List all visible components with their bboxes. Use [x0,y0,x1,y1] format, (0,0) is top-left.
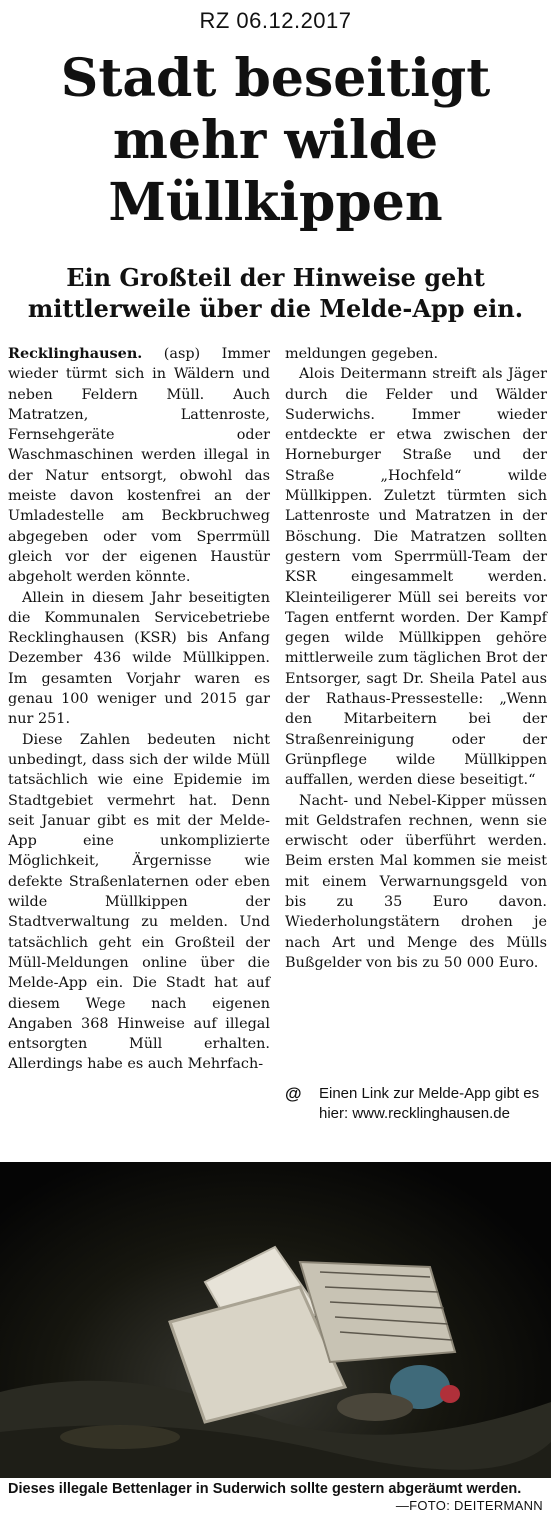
headline-line-3: Müllkippen [108,172,443,233]
article-paragraph: Allein in diesem Jahr beseitigten die Kommunalen Servicebetriebe Recklinghausen (KSR) bis Anfang Dezember 436 wilde Müllkippen. Im gesamten Vorjahr waren es genau 100 weniger und 2015 gar nur 251. [8,589,270,728]
at-icon: @ [285,1084,302,1103]
subheadline [0,262,551,324]
article-place: Recklinghausen. [8,345,143,362]
article-paragraph-text: (asp) Immer wieder türmt sich in Wäldern und neben Feldern Müll. Auch Matratzen, Lattenroste, Fernsehgeräte oder Waschmaschinen werden illegal in der Natur entsorgt, obwohl das meiste davon kostenfrei an der Umladestelle am Beckbruchweg abgegeben oder vom Sperrmüll gleich vor der eigenen Haustür abgeholt werden könnte. [8,346,270,586]
photo-caption: Dieses illegale Bettenlager in Suderwich sollte gestern abgeräumt werden. [8,1481,522,1497]
info-box-text: Einen Link zur Melde-App gibt es hier: www.recklinghausen.de [319,1085,540,1122]
subheadline-line-2: mittlerweile über die Melde-App ein. [27,294,524,323]
photo-credit: —FOTO: DEITERMANN [395,1498,543,1513]
dumped-mattresses-illustration [0,1162,551,1478]
dateline: RZ 06.12.2017 [199,8,352,33]
subheadline-line-1: Ein Großteil der Hinweise geht [66,263,485,292]
article-paragraph: Alois Deitermann streift als Jäger durch die Felder und Wälder Suderwichs. Immer wieder entdeckte er etwa zwischen der Horneburger Straße und der Straße „Hochfeld“ wilde Müllkippen. Zuletzt türmten sich Lattenroste und Matratzen in der Böschung. Die Matratzen sollten gestern vom Sperrmüll-Team der KSR eingesammelt werden. Kleinteiligerer Müll sei bereits vor Tagen entfernt worden. Der Kampf gegen wilde Müllkippen gehöre mittlerweile zum täglichen Brot der Entsorger, sagt Dr. Sheila Patel aus der Rathaus-Pressestelle: „Wenn den Mitarbeitern bei der Straßenreinigung oder der Grünpflege wilde Müllkippen auffallen, werden diese beseitigt.“ [285,366,547,789]
article-paragraph: Diese Zahlen bedeuten nicht unbedingt, dass sich der wilde Müll tatsächlich wie eine Epidemie im Stadtgebiet vermehrt hat. Denn seit Januar gibt es mit der Melde-App eine unkomplizierte Möglichkeit, Ärgernisse wie defekte Straßenlaternen oder eben wilde Müllkippen der Stadtverwaltung zu melden. Und tatsächlich geht ein Großteil der Müll-Meldungen online über die Melde-App ein. Die Stadt hat auf diesem Wege nach eigenen Angaben 368 Hinweise auf illegal entsorgten Müll erhalten. Allerdings habe es auch Mehrfach- [8,731,270,1073]
article-photo [0,1162,551,1478]
headline-line-1: Stadt beseitigt [60,48,491,109]
article-column-left [8,344,270,1075]
article-paragraph [8,344,270,588]
article-paragraph: meldungen gegeben. [285,346,439,362]
headline [0,48,551,234]
article-column-right [285,344,547,973]
headline-line-2: mehr wilde [112,110,439,171]
article-paragraph: Nacht- und Nebel-Kipper müssen mit Geldstrafen rechnen, wenn sie erwischt oder überführt werden. Beim ersten Mal kommen sie meist mit einem Verwarnungsgeld von bis zu 35 Euro davon. Wiederholungstätern drohen je nach Art und Menge des Mülls Bußgelder von bis zu 50 000 Euro. [285,792,547,971]
